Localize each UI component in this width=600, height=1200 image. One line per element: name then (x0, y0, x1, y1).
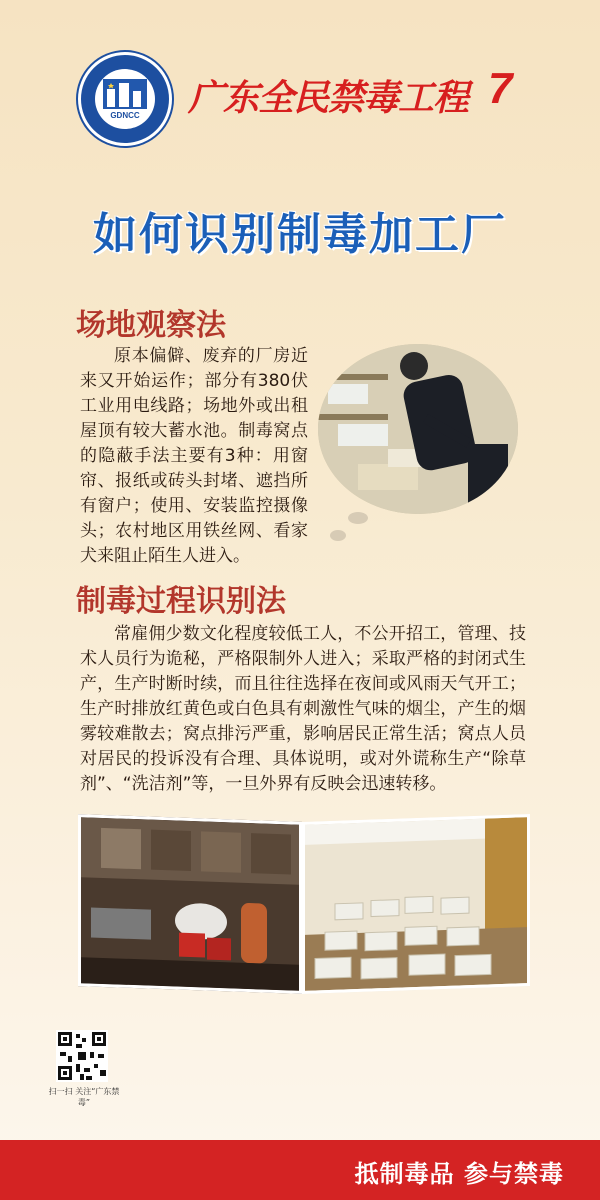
section2-text: 常雇佣少数文化程度较低工人，不公开招工，管理、技术人员行为诡秘，严格限制外人进入；采取严格的封闭式生产，生产时断时续，而且往往选择在夜间或风雨天气开工；生产时排放红黄色或白色具有刺激性气味的烟尘，产生的烟雾较难散去；窝点排污严重，影响居民正常生活；窝点人员对居民的投诉没有合理、具体说明，或对外谎称生产“除草剂”、“洗洁剂”等，一旦外界有反映会迅速转移。 (80, 624, 526, 794)
drug-lab-interior-photo (78, 814, 302, 994)
emblem-inner (95, 69, 155, 129)
thought-bubble-small (348, 512, 368, 524)
police-inspection-photo (318, 344, 518, 514)
emblem-text: GDNCC (110, 111, 140, 120)
section1-heading: 场地观察法 (76, 308, 226, 343)
brand-text: 广东全民禁毒工程 (188, 78, 469, 119)
drug-containers-photo (302, 814, 530, 994)
gdncc-emblem-logo (78, 52, 172, 146)
footer-banner (0, 1140, 600, 1200)
campaign-brand (188, 64, 528, 124)
section2-heading: 制毒过程识别法 (76, 584, 286, 619)
brand-number: 7 (488, 64, 513, 113)
thought-bubble-tiny (330, 530, 346, 541)
page-title: 如何识别制毒加工厂 (93, 209, 507, 260)
qr-code[interactable] (56, 1030, 108, 1082)
qr-caption: 扫一扫 关注“广东禁毒” (48, 1087, 120, 1107)
building-icon (103, 79, 147, 109)
section1-text: 原本偏僻、废弃的厂房近来又开始运作；部分有380伏工业用电线路；场地外或出租屋顶有较大蓄水池。制毒窝点的隐蔽手法主要有3种：用窗帘、报纸或砖头封堵、遮挡所有窗户；使用、安装监控摄像头；农村地区用铁丝网、看家犬来阻止陌生人进入。 (80, 346, 308, 566)
footer-slogan: 抵制毒品 参与禁毒 (354, 1159, 564, 1188)
